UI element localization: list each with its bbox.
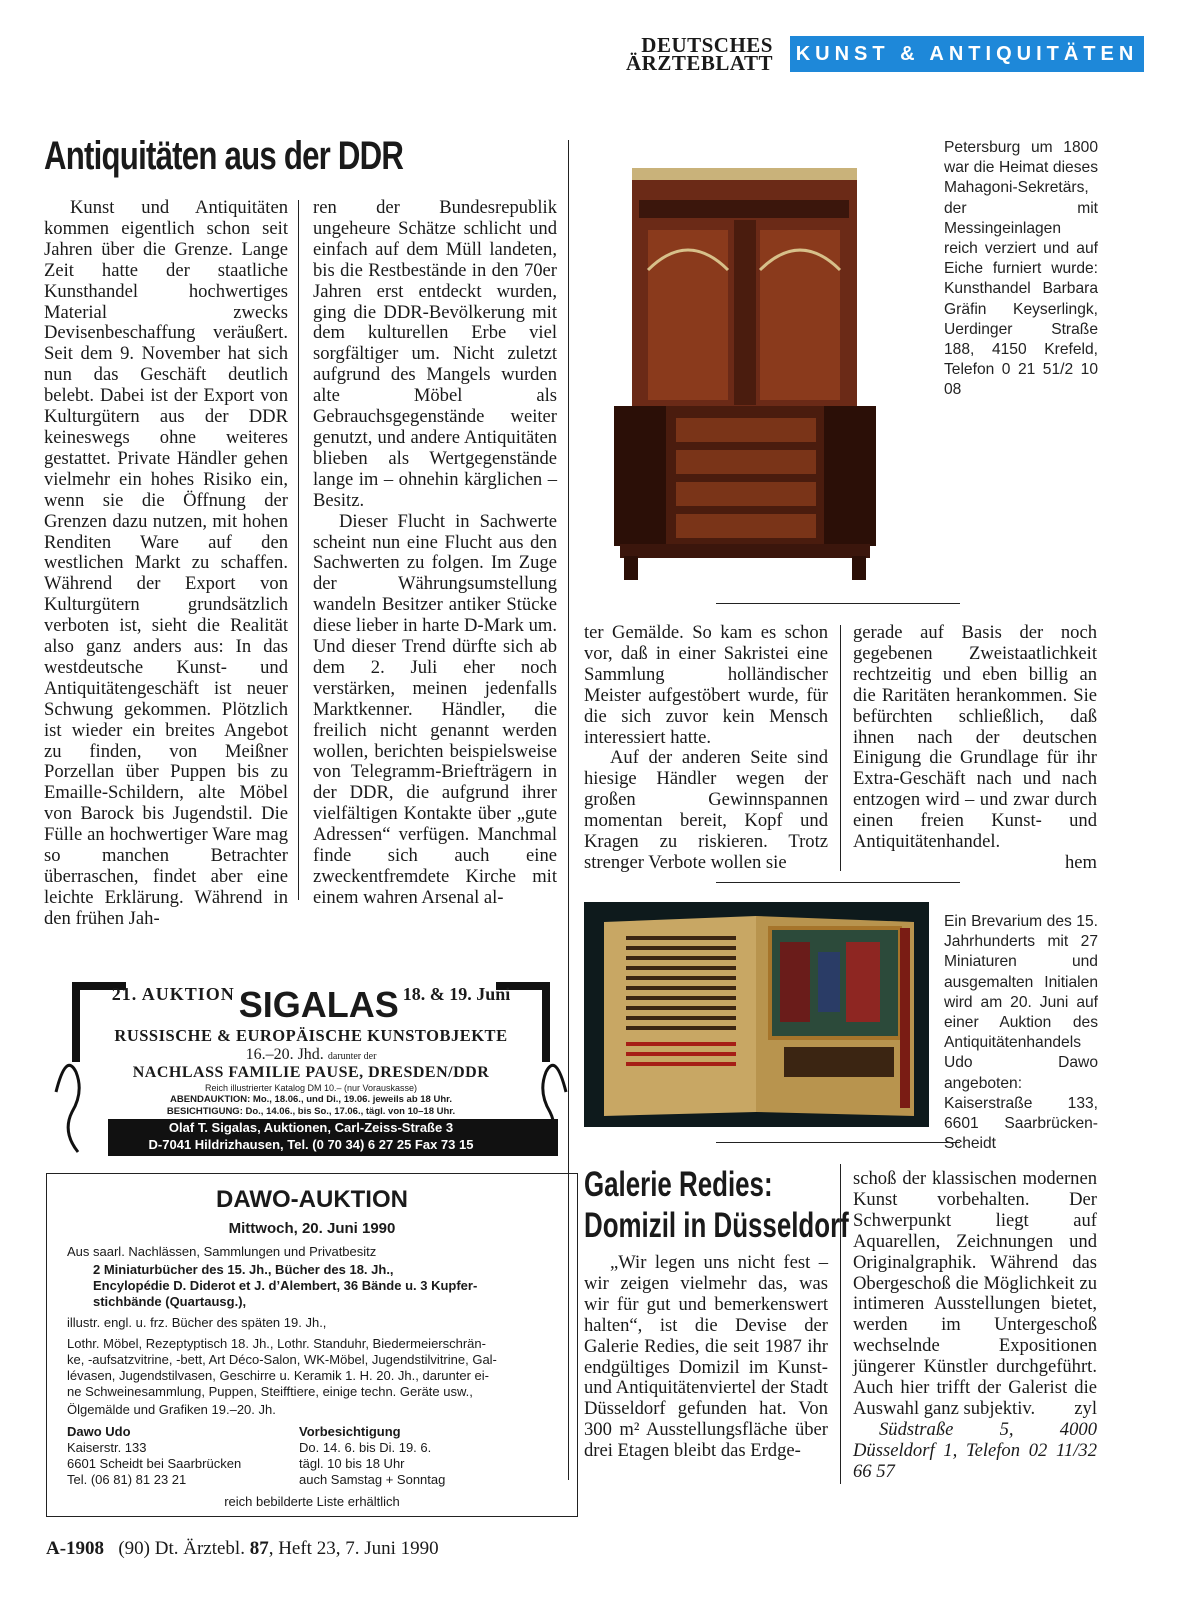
dawo-advertisement — [46, 1173, 578, 1517]
dawo-contact-line: 6601 Scheidt bei Saarbrücken — [67, 1456, 242, 1471]
sigalas-century: 16.–20. Jhd. — [245, 1046, 324, 1063]
breviary-caption: Ein Brevarium des 15. Jahrhunderts mit 27 Miniaturen und ausgemalten Initialen wird am 20. Juni auf einer Auktion des Antiquitätenhandels Udo Dawo angeboten: Kaiserstraße 133, 6601 Saarbrücken-Scheidt — [944, 913, 1098, 1153]
dawo-date: Mittwoch, 20. Juni 1990 — [228, 1220, 396, 1237]
secretary-photo — [584, 140, 929, 595]
footer-issue: , Heft 23, 7. Juni 1990 — [268, 1538, 439, 1559]
sigalas-name: SIGALAS — [238, 984, 399, 1025]
gallery-paragraph: „Wir legen uns nicht fest – wir zeigen vielmehr das, was wir für gut und bemerkenswert halten“, ist die Devise der Galerie Redies, die seit 1987 ihr endgültiges Domizil im Kunst- und Antiquitätenviertel der Stadt Düsseldorf gefunden hat. Von 300 m² Ausstellungsfläche über drei Etagen bleibt das Erdge- — [584, 1252, 828, 1462]
article-paragraph: Kunst und Antiquitäten kommen eigentlich schon seit Jahren über die Grenze. Lange Zeit hatte der staatliche Kunsthandel hochwertiges Material zwecks Devisenbeschaffung veräußert. Seit dem 9. November hat sich nun das Geschäft deutlich belebt. Dabei ist der Export von Kulturgütern aus der DDR keineswegs ohne weiteres gestattet. Private Händler gehen vielmehr ein hohes Risiko ein, wenn sie die Öffnung der Grenzen dazu nutzen, mit hohen Renditen Ware auf den westlichen Markt zu schaffen. Während der Export von Kulturgütern grundsätzlich verboten ist, sieht die Realität also ganz anders aus: In das westdeutsche Kunst- und Antiquitätengeschäft ist neuer Schwung gekommen. Plötzlich ist wieder ein breites Angebot zu finden, von Meißner Porzellan über Puppen bis zu Emaille-Schildern, alte Möbel von Barock bis Jugendstil. Die Fülle an hochwertiger Ware mag so manchen Betrachter überraschen, findet aber eine leichte Erklärung. Während in den frühen Jah- — [44, 197, 288, 929]
masthead-line1: DEUTSCHES — [641, 33, 773, 57]
article-column-4 — [853, 623, 1097, 874]
sigalas-catalog: Reich illustrierter Katalog DM 10.– (nur Vorauskasse) — [204, 1083, 418, 1093]
section-band: KUNST & ANTIQUITÄTEN — [790, 36, 1144, 72]
dawo-furniture-line: lévasen, Jugendstilvasen, Geschirre u. Keramik 1. H. 20. Jh., darunter ei- — [67, 1368, 489, 1383]
dawo-bold-line: 2 Miniaturbücher des 15. Jh., Bücher des 18. Jh., — [93, 1262, 394, 1277]
article-paragraph: Auf der anderen Seite sind hiesige Händler wegen der großen Gewinnspannen momentan bereit, Kopf und Kragen zu riskieren. Trotz strenger Verbote wollen sie — [584, 747, 828, 873]
dawo-bold-line: stichbände (Quartausg.), — [93, 1294, 247, 1309]
masthead-line2: ÄRZTEBLATT — [626, 51, 773, 75]
secretary-caption: Petersburg um 1800 war die Heimat dieses Mahagoni-Sekretärs, der mit Messingeinlagen reich verziert und auf Eiche furniert wurde: Kunsthandel Barbara Gräfin Keyserlingk, Uerdinger Straße 188, 4150 Krefeld, Telefon 0 21 51/2 10 08 — [944, 139, 1098, 399]
column-rule — [840, 1164, 841, 1484]
article-paragraph: ren der Bundesrepublik ungeheure Schätze schlicht und einfach auf dem Müll landeten, bis die Restbestände in den 70er Jahren erst entdeckt wurden, ging die DDR-Bevölkerung mit dem kulturellen Erbe viel sorgfältiger um. Nicht zuletzt aufgrund des Mangels wurden alte Möbel als Gebrauchsgegenstände weiter genutzt, und andere Antiquitäten blieben als Wertgegenstände lange im – ohnehin kärglichen – Besitz. — [313, 197, 557, 511]
dawo-title: DAWO-AUKTION — [216, 1186, 408, 1213]
separator-rule — [716, 882, 960, 883]
column-rule — [298, 200, 299, 900]
dawo-viewing-line: Do. 14. 6. bis Di. 19. 6. — [299, 1440, 432, 1455]
dawo-contact-title: Dawo Udo — [67, 1424, 131, 1439]
separator-rule — [716, 603, 960, 604]
dawo-furniture-line: Ölgemälde und Grafiken 19.–20. Jh. — [67, 1402, 276, 1417]
gallery-column-1 — [584, 1253, 828, 1462]
dawo-viewing-line: auch Samstag + Sonntag — [299, 1472, 446, 1487]
page-footer — [46, 1538, 439, 1560]
dawo-viewing-line: tägl. 10 bis 18 Uhr — [299, 1456, 405, 1471]
sigalas-estate: NACHLASS FAMILIE PAUSE, DRESDEN/DDR — [132, 1064, 490, 1081]
gallery-address: Südstraße 5, 4000 Düsseldorf 1, Telefon 02 11/32 66 57 — [853, 1418, 1097, 1482]
sigalas-headline — [46, 984, 576, 1026]
author-initials: hem — [1064, 851, 1097, 873]
sigalas-dates: 18. & 19. Juni — [402, 984, 511, 1004]
sigalas-auction-number: 21. AUKTION — [111, 984, 235, 1004]
article-title: Antiquitäten aus der DDR — [44, 134, 404, 178]
sigalas-century-note: darunter der — [327, 1051, 377, 1062]
gallery-title-line1: Galerie Redies: — [584, 1165, 773, 1204]
dawo-contact-line: Tel. (06 81) 81 23 21 — [67, 1472, 187, 1487]
dawo-bold-line: Encylopédie D. Diderot et J. d’Alembert, 36 Bände u. 3 Kupfer- — [93, 1278, 478, 1293]
sigalas-advertisement — [46, 982, 576, 1156]
column-rule — [840, 625, 841, 871]
dawo-footer: reich bebilderte Liste erhältlich — [224, 1494, 400, 1509]
gallery-column-2 — [853, 1169, 1097, 1483]
sigalas-subtitle: RUSSISCHE & EUROPÄISCHE KUNSTOBJEKTE — [114, 1026, 508, 1045]
dawo-furniture-line: ne Schweinesammlung, Puppen, Steifftiere, einige techn. Geräte usw., — [67, 1384, 473, 1399]
sigalas-evening-auction: ABENDAUKTION: Mo., 18.06., und Di., 19.06. jeweils ab 18 Uhr. — [170, 1094, 452, 1105]
dawo-furniture-line: Lothr. Möbel, Rezeptурtisch 18. Jh., Lothr. Standuhr, Biedermeierschrän- — [67, 1336, 486, 1351]
dawo-intro: Aus saarl. Nachlässen, Sammlungen und Privatbesitz — [67, 1244, 377, 1259]
article-paragraph: gerade auf Basis der noch gegebenen Zweistaatlichkeit rechtzeitig und eben billig an die Raritäten herankommen. Sie befürchten schließlich, daß ihnen nach der deutschen Einigung die Grundlage für ihr Extra-Geschäft nach und nach entzogen wird – und zwar durch einen freien Kunst- und Antiquitätenhandel. — [853, 622, 1097, 853]
article-paragraph: Dieser Flucht in Sachwerte scheint nun eine Flucht aus den Sachwerten zu folgen. Im Zuge der Währungsumstellung wandeln Besitzer antiker Stücke diese lieber in harte D-Mark um. Und dieser Trend dürfte sich ab dem 2. Juli eher noch verstärken, meinen jedenfalls Marktkenner. Händler, die freilich nicht genannt werden wollen, berichten beispielsweise von Telegramm-Briefträgern in der DDR, die aufgrund ihrer vielfältigen Kontakte über „gute Adressen“ verfügen. Manchmal finde sich auch eine zweckentfremdete Kirche mit einem wahren Arsenal al- — [313, 510, 557, 908]
dawo-viewing-title: Vorbesichtigung — [299, 1424, 401, 1439]
article-column-3 — [584, 623, 828, 874]
gallery-paragraph: schoß der klassischen modernen Kunst vorbehalten. Der Schwerpunkt liegt auf Aquarellen, Zeichnungen und Originalgraphik. Während das Obergeschoß die Möglichkeit zu intimeren Ausstellungen bietet, werden im Untergeschoß wechselnde Expositionen jüngerer Künstler durchgeführt. Auch hier trifft der Galerist die Auswahl ganz subjektiv. — [853, 1168, 1097, 1419]
dawo-contact-line: Kaiserstr. 133 — [67, 1440, 147, 1455]
sigalas-address-line2: D-7041 Hildrizhausen, Tel. (0 70 34) 6 27 25 Fax 73 15 — [148, 1137, 474, 1152]
sigalas-viewing: BESICHTIGUNG: Do., 14.06., bis So., 17.06., tägl. von 10–18 Uhr. — [166, 1106, 456, 1117]
gallery-title-line2: Domizil in Düsseldorf — [584, 1206, 849, 1245]
article-column-2 — [313, 198, 557, 909]
dawo-books-line: illustr. engl. u. frz. Bücher des späten 19. Jh., — [67, 1315, 327, 1330]
gallery-author-initials: zyl — [1074, 1397, 1097, 1419]
sigalas-address-line1: Olaf T. Sigalas, Auktionen, Carl-Zeiss-Straße 3 — [168, 1120, 454, 1135]
breviary-photo — [584, 902, 929, 1127]
page-number: A-1908 — [46, 1538, 105, 1559]
separator-rule — [716, 1142, 960, 1143]
footer-volume: 87 — [249, 1538, 269, 1559]
dawo-furniture-line: ke, -aufsatzvitrine, -bett, Art Déco-Salon, WK-Möbel, Jugendstilvitrine, Gal- — [67, 1352, 497, 1367]
article-paragraph: ter Gemälde. So kam es schon vor, daß in einer Sakristei eine Sammlung holländischer Meister aufgestöbert wurde, für die sich zuvor kein Mensch interessiert hatte. — [584, 622, 828, 748]
masthead — [603, 33, 773, 75]
article-column-1 — [44, 198, 288, 930]
footer-publication: (90) Dt. Ärztebl. — [118, 1538, 245, 1559]
